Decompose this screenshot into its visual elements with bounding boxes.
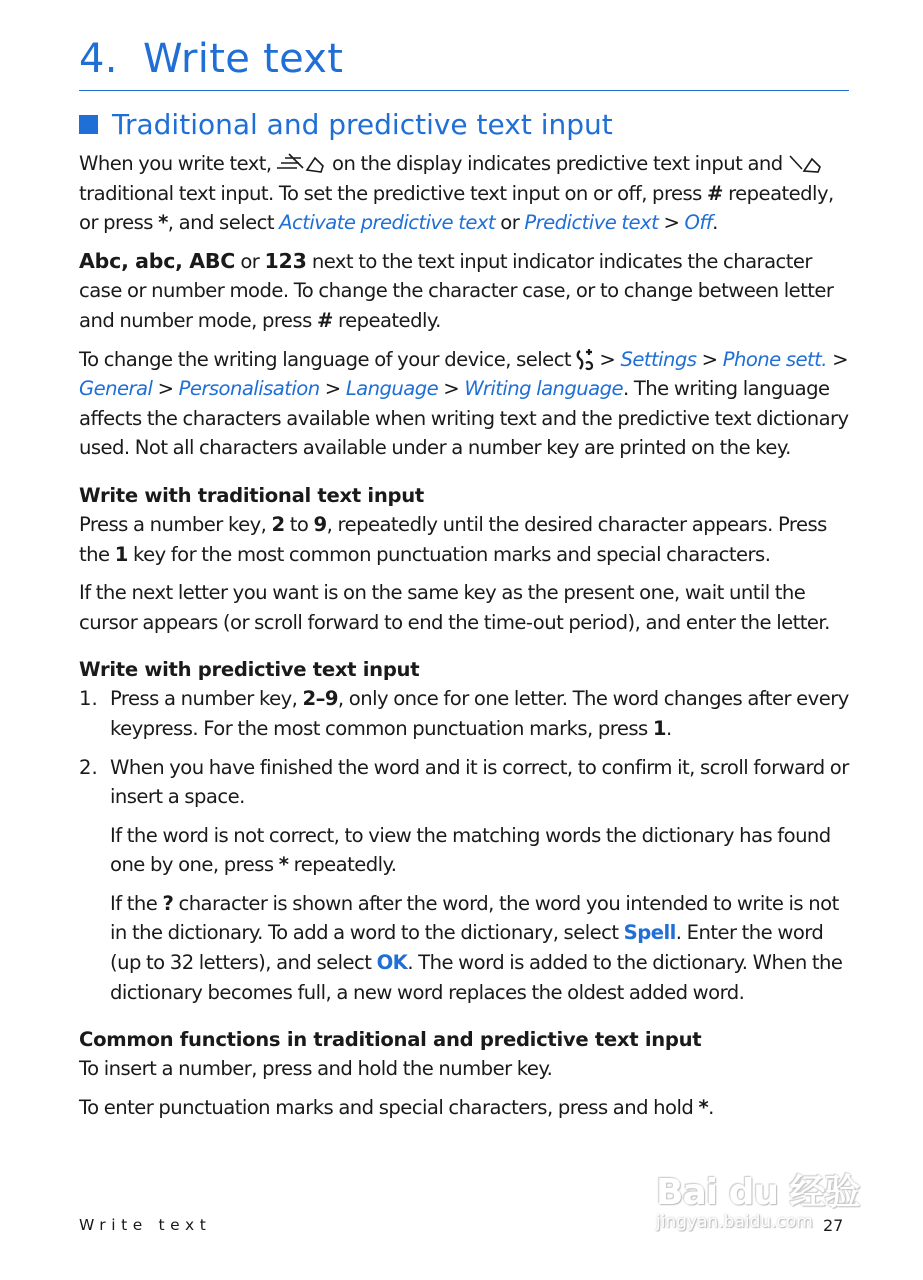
paragraph-insert-number: To insert a number, press and hold the number key. <box>79 1057 553 1081</box>
traditional-input-icon <box>788 153 824 175</box>
predictive-input-icon <box>277 153 327 175</box>
watermark-logo-text: Bai du 经验 <box>656 1172 860 1213</box>
section-heading <box>79 108 613 141</box>
number-mode-indicator: 123 <box>264 248 307 273</box>
list-item: 2. When you have finished the word and it is correct, to confirm it, scroll forward or insert a space. If the word is not correct, to view the matching words the dictionary has found one by one, press * repeatedly. If the ? character is shown after the word, the word you intended to write is not in the dictionary. To add a word to the dictionary, select Spell. Enter the word (up to 32 letters), and select OK. The word is added to the dictionary. When the dictionary becomes full, a new word replaces the oldest added word. <box>79 753 849 1008</box>
paragraph-traditional-same-key: If the next letter you want is on the same key as the present one, wait until the cursor appears (or scroll forward to end the time-out period), and enter the letter. <box>79 581 830 634</box>
footer-page-number: 27 <box>823 1216 844 1235</box>
heading-traditional-input: Write with traditional text input <box>79 483 424 507</box>
menu-path-off: Off <box>684 211 713 235</box>
menu-path-general: General <box>79 377 153 401</box>
menu-path-activate-predictive-text: Activate predictive text <box>279 211 496 235</box>
list-number: 2. <box>79 755 98 779</box>
paragraph-punctuation: To enter punctuation marks and special characters, press and hold *. <box>79 1095 714 1119</box>
softkey-ok: OK <box>376 951 408 975</box>
paragraph-writing-language: To change the writing language of your device, select > Settings > Phone sett. > General > Personalisation > Language > Writing language. The writing language affects the characters available when writing text and the predictive text dictionary used. Not all characters available under a number key are printed on the key. <box>79 347 849 460</box>
list-number: 1. <box>79 687 98 711</box>
star-key: * <box>158 211 168 235</box>
paragraph-case-mode: Abc, abc, ABC or 123 next to the text input indicator indicates the character case or number mode. To change the character case, or to change between letter and number mode, press # repeatedly. <box>79 248 834 332</box>
heading-predictive-input: Write with predictive text input <box>79 658 420 682</box>
predictive-steps-list <box>79 684 849 1007</box>
case-indicators: Abc, abc, ABC <box>79 248 236 273</box>
watermark-url: jingyan.baidu.com <box>656 1212 813 1232</box>
menu-path-phone-sett: Phone sett. <box>722 347 827 371</box>
softkey-spell: Spell <box>623 921 676 945</box>
chapter-heading <box>79 36 343 82</box>
document-page <box>79 0 849 1280</box>
heading-common-functions: Common functions in traditional and predictive text input <box>79 1028 702 1052</box>
hash-key: # <box>316 308 333 332</box>
chapter-number: 4. <box>79 36 118 82</box>
chapter-divider <box>79 90 849 91</box>
menu-path-language: Language <box>345 377 439 401</box>
menu-path-settings: Settings <box>620 347 697 371</box>
baidu-watermark <box>640 1150 870 1250</box>
paragraph-input-indicators: When you write text, on the display indicates predictive text input and traditional text input. To set the predictive text input on or off, press # repeatedly, or press *, and select Activate predictive text or Predictive text > Off. <box>79 152 834 235</box>
menu-path-writing-language: Writing language <box>464 377 624 401</box>
menu-path-personalisation: Personalisation <box>178 377 320 401</box>
menu-key-icon <box>576 349 594 371</box>
chapter-title: Write text <box>143 36 344 82</box>
list-item: 1. Press a number key, 2–9, only once for one letter. The word changes after every keypress. For the most common punctuation marks, press 1. <box>79 684 849 743</box>
body-text <box>79 149 849 1131</box>
section-title: Traditional and predictive text input <box>112 108 613 141</box>
paragraph-traditional-keys: Press a number key, 2 to 9, repeatedly until the desired character appears. Press the 1 key for the most common punctuation marks and special characters. <box>79 512 827 566</box>
footer-chapter-label: Write text <box>79 1216 212 1234</box>
hash-key: # <box>707 181 723 205</box>
menu-path-predictive-text: Predictive text <box>524 211 659 235</box>
section-bullet-icon <box>79 115 98 134</box>
